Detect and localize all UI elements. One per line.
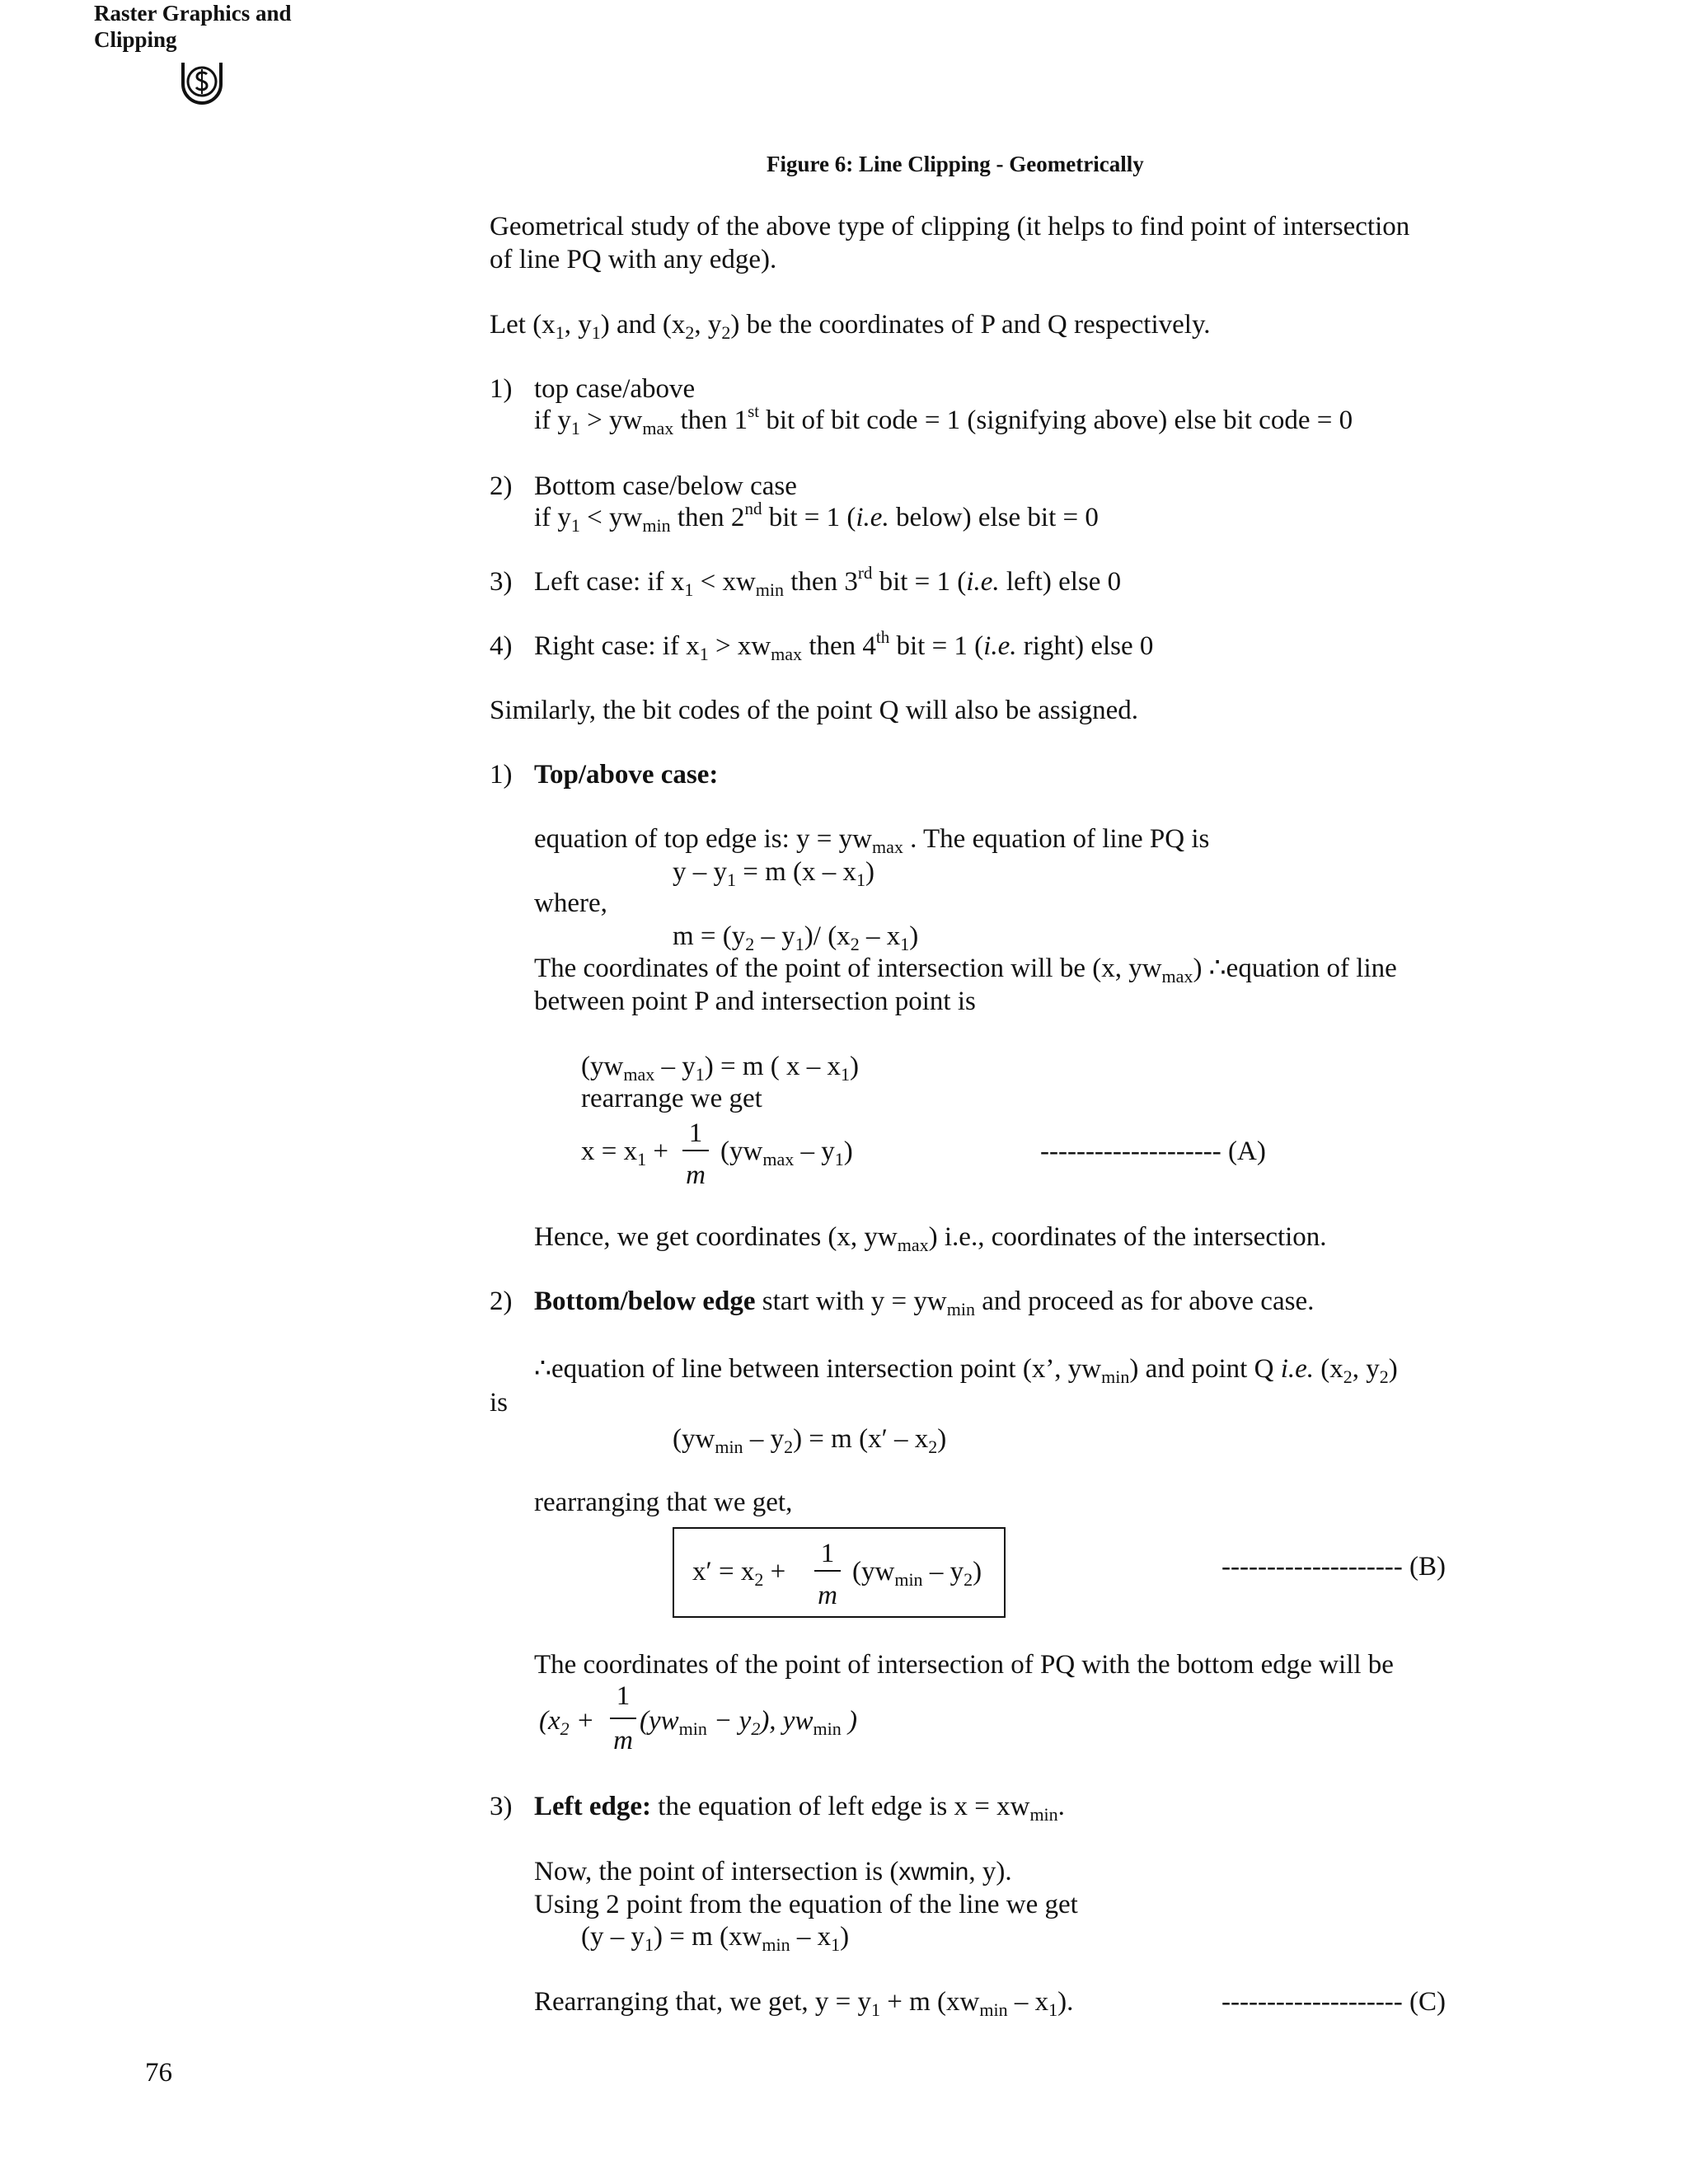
rearrange-label: rearrange we get — [581, 1084, 762, 1113]
intro-line-1: Geometrical study of the above type of clipping (it helps to find point of intersection — [490, 212, 1410, 241]
bottom-intersection-text: The coordinates of the point of intersection of PQ with the bottom edge will be — [534, 1650, 1394, 1680]
top-case-heading: Top/above case: — [534, 760, 719, 790]
running-header-line2: Clipping — [94, 27, 177, 52]
top-line-equation: $(yw_{max} - y_1) = m$ ( x – $x_1$) — [581, 1052, 859, 1085]
left-rearranged-equation: Rearranging that, we get, $y = y_1 + m$ $(xw_{min} - x_1)$. — [534, 1987, 1074, 2020]
formula-a-rhs: $(yw_{max} - y_1)$ — [720, 1137, 853, 1169]
bottom-point-lhs: ($x_2$ + — [539, 1706, 595, 1739]
equation-tag-b: -------------------- (B) — [1221, 1552, 1447, 1582]
bottom-line-equation: $(yw_{min} - y_2) = m$ $(x' - x_2)$ — [673, 1424, 947, 1457]
formula-b-denominator: m — [818, 1581, 837, 1610]
case-4-rule: Right case: if $x_1 > xw_{max}$ then 4th bit = 1 (i.e. right) else 0 — [534, 627, 1154, 664]
bottom-point-denominator: m — [613, 1726, 633, 1755]
left-case-heading: Left edge: — [534, 1792, 652, 1821]
case-3-number: 3) — [490, 567, 513, 597]
figure-caption: Figure 6: Line Clipping - Geometrically — [767, 152, 1144, 176]
formula-b-numerator: 1 — [820, 1539, 835, 1568]
similarly-paragraph: Similarly, the bit codes of the point Q will also be assigned. — [490, 696, 1138, 725]
bottom-case-intro: Bottom/below edge start with $y = yw_{min}$ and proceed as for above case. — [534, 1286, 1315, 1319]
coordinates-definition: Let ($x_1$, $y_1$) and ($x_2$, $y_2$) be the coordinates of P and Q respectively. — [490, 310, 1211, 343]
case-2-rule: if $y_1 < yw_{min}$ then 2nd bit = 1 (i.e. below) else bit = 0 — [534, 499, 1099, 536]
bottom-case-heading: Bottom/below edge — [534, 1286, 756, 1316]
top-case-number: 1) — [490, 760, 513, 790]
formula-a-lhs: $x = x_1$ + — [581, 1137, 668, 1169]
top-intersection-text-1: The coordinates of the point of intersection will be (x, $yw_{max}$) ∴equation of line — [534, 954, 1397, 987]
case-1-number: 1) — [490, 374, 513, 404]
line-pq-equation: $y - y_1 = m$ $(x - x_1)$ — [673, 857, 875, 890]
slope-equation: $m = (y_2 - y_1)/$ $(x_2 - x_1)$ — [673, 921, 919, 954]
left-line-equation: $(y - y_1) = m$ $(xw_{min} - x_1)$ — [581, 1922, 850, 1955]
case-2-title: Bottom case/below case — [534, 471, 797, 501]
bottom-point-fraction-bar — [610, 1718, 636, 1719]
two-point-text: Using 2 point from the equation of the line we get — [534, 1890, 1078, 1919]
formula-b-fraction-bar — [814, 1570, 841, 1572]
equation-tag-c: -------------------- (C) — [1221, 1987, 1447, 2017]
ignou-logo-icon — [176, 54, 227, 105]
hence-paragraph: Hence, we get coordinates (x, $yw_{max}$) i.e., coordinates of the intersection. — [534, 1222, 1327, 1255]
left-case-number: 3) — [490, 1792, 513, 1821]
case-3-rule: Left case: if $x_1 < xw_{min}$ then 3rd bit = 1 (i.e. left) else 0 — [534, 563, 1122, 600]
case-1-rule: if $y_1 > yw_{max}$ then 1st bit of bit code = 1 (signifying above) else bit code = 0 — [534, 401, 1353, 438]
case-2-number: 2) — [490, 471, 513, 501]
bottom-point-rhs: $(yw_{min} - y_2)$, $yw_{min}$ ) — [640, 1706, 857, 1739]
left-intersection-point: Now, the point of intersection is (xwmin, y). — [534, 1857, 1012, 1886]
case-4-number: 4) — [490, 631, 513, 661]
case-1-title: top case/above — [534, 374, 696, 404]
equation-tag-a: -------------------- (A) — [1040, 1137, 1266, 1166]
running-header-line1: Raster Graphics and — [94, 1, 292, 26]
bottom-point-numerator: 1 — [616, 1681, 631, 1711]
where-label: where, — [534, 888, 607, 918]
top-intersection-text-2: between point P and intersection point is — [534, 987, 976, 1016]
bottom-line-description: ∴equation of line between intersection point (x’, $yw_{min}$) and point Q i.e. ($x_2$, $y_2$) — [534, 1354, 1398, 1387]
page-number: 76 — [145, 2058, 172, 2088]
is-label: is — [490, 1388, 509, 1418]
bottom-case-number: 2) — [490, 1286, 513, 1316]
intro-line-2: of line PQ with any edge). — [490, 245, 777, 274]
formula-a-denominator: m — [686, 1160, 706, 1190]
rearranging-label: rearranging that we get, — [534, 1488, 793, 1517]
top-edge-equation: equation of top edge is: $y = yw_{max}$ . The equation of line PQ is — [534, 824, 1210, 857]
left-case-intro: Left edge: the equation of left edge is $x = xw_{min}$. — [534, 1792, 1065, 1825]
formula-b-rhs: $(yw_{min} - y_2)$ — [852, 1557, 982, 1590]
formula-b-lhs: $x' = x_2$ + — [692, 1557, 786, 1590]
formula-a-fraction-bar — [682, 1150, 709, 1151]
formula-a-numerator: 1 — [688, 1118, 703, 1148]
